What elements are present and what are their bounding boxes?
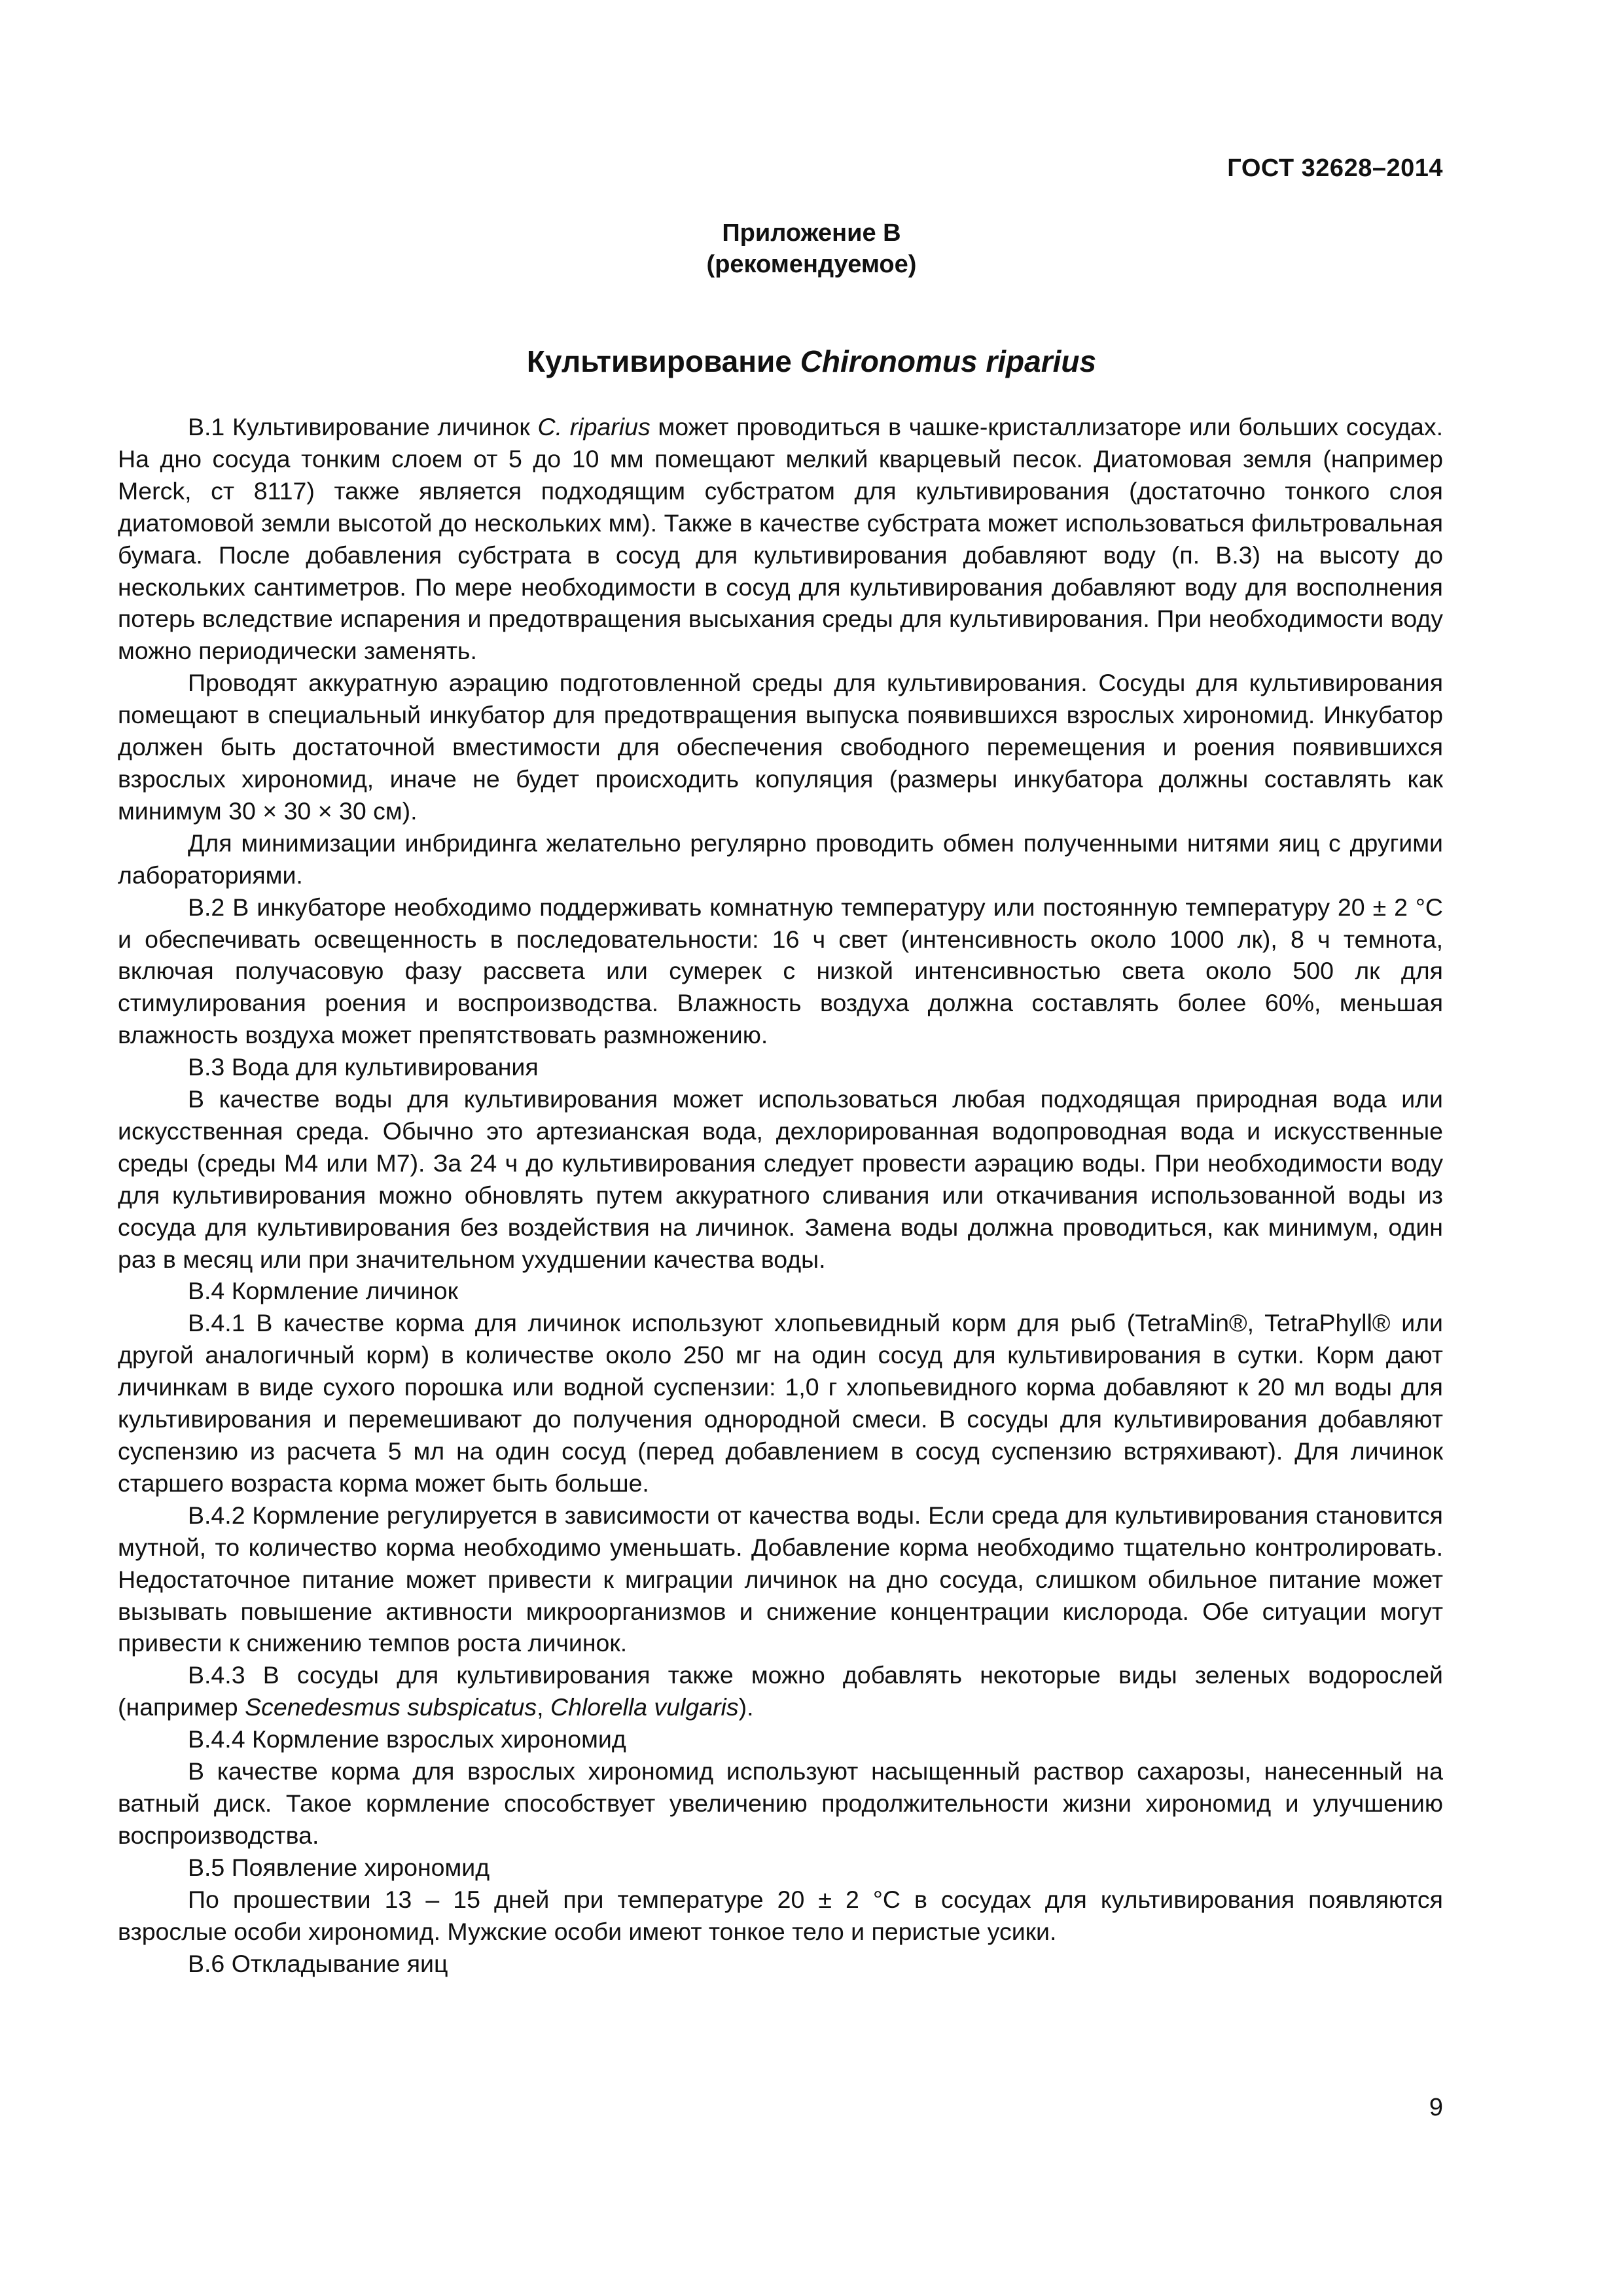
paragraph-b1 xyxy=(118,411,1443,667)
document-body xyxy=(118,411,1443,1979)
paragraph-b4-3 xyxy=(118,1659,1443,1723)
appendix-heading xyxy=(0,217,1623,280)
paragraph-b3: В качестве воды для культивирования может использоваться любая подходящая природная вода или искусственная среда. Обычно это артезианская вода, дехлорированная водопроводная вода и искусственные среды (среды М4 или М7). За 24 ч до культивирования следует провести аэрацию воды. При необходимости воду для культивирования можно обновлять путем аккуратного сливания или откачивания использованной воды из сосуда для культивирования без воздействия на личинок. Замена воды должна проводиться, как минимум, один раз в месяц или при значительном ухудшении качества воды. xyxy=(118,1085,1443,1273)
standard-number: ГОСТ 32628–2014 xyxy=(1227,154,1443,182)
page-title xyxy=(0,344,1623,379)
paragraph-aeration: Проводят аккуратную аэрацию подготовленной среды для культивирования. Сосуды для культивирования помещают в специальный инкубатор для предотвращения выпуска появившихся взрослых хирономид. Инкубатор должен быть достаточной вместимости для обеспечения свободного перемещения и роения появившихся взрослых хирономид, иначе не будет происходить копуляция (размеры инкубатора должны составлять как минимум 30 × 30 × 30 см). xyxy=(118,669,1443,825)
paragraph-b5: По прошествии 13 – 15 дней при температуре 20 ± 2 °С в сосудах для культивирования появляются взрослые особи хирономид. Мужские особи имеют тонкое тело и перистые усики. xyxy=(118,1885,1443,1945)
species-name: Chlorella vulgaris xyxy=(550,1693,739,1721)
page-number: 9 xyxy=(1429,2094,1443,2121)
paragraph-text: ). xyxy=(738,1693,754,1721)
paragraph-b2: В.2 В инкубаторе необходимо поддерживать комнатную температуру или постоянную температуру 20 ± 2 °С и обеспечивать освещенность в последовательности: 16 ч свет (интенсивность около 1000 лк), 8 ч темнота, включая получасовую фазу рассвета или сумерек с низкой интенсивностью света около 500 лк для стимулирования роения и воспроизводства. Влажность воздуха должна составлять более 60%, меньшая влажность воздуха может препятствовать размножению. xyxy=(118,893,1443,1049)
title-species: Chironomus riparius xyxy=(800,344,1097,378)
paragraph-b4-2: В.4.2 Кормление регулируется в зависимости от качества воды. Если среда для культивирования становится мутной, то количество корма необходимо уменьшать. Добавление корма необходимо тщательно контролировать. Недостаточное питание может привести к миграции личинок на дно сосуда, слишком обильное питание может вызывать повышение активности микроорганизмов и снижение концентрации кислорода. Обе ситуации могут привести к снижению темпов роста личинок. xyxy=(118,1501,1443,1657)
title-prefix: Культивирование xyxy=(526,344,800,378)
appendix-label: Приложение В xyxy=(722,219,901,247)
paragraph-text: В.4.3 В сосуды для культивирования также можно добавлять некоторые виды зеленых водорослей (например xyxy=(118,1661,1443,1721)
paragraph-inbreeding: Для минимизации инбридинга желательно регулярно проводить обмен полученными нитями яиц с другими лабораториями. xyxy=(118,829,1443,889)
heading-b6: В.6 Откладывание яиц xyxy=(188,1949,448,1977)
paragraph-b4-4: В качестве корма для взрослых хирономид используют насыщенный раствор сахарозы, нанесенный на ватный диск. Такое кормление способствует увеличению продолжительности жизни хирономид и улучшению воспроизводства. xyxy=(118,1757,1443,1849)
paragraph-text: В.1 Культивирование личинок xyxy=(188,413,538,440)
paragraph-text: , xyxy=(537,1693,551,1721)
heading-b3: В.3 Вода для культивирования xyxy=(188,1053,539,1081)
heading-b4: В.4 Кормление личинок xyxy=(188,1277,458,1305)
species-name: Scenedesmus subspicatus xyxy=(245,1693,537,1721)
appendix-status: (рекомендуемое) xyxy=(706,251,917,278)
paragraph-b4-1: В.4.1 В качестве корма для личинок используют хлопьевидный корм для рыб (TetraMin®, TetraPhyll® или другой аналогичный корм) в количестве около 250 мг на один сосуд для культивирования в сутки. Корм дают личинкам в виде сухого порошка или водной суспензии: 1,0 г хлопьевидного корма добавляют к 20 мл воды для культивирования и перемешивают до получения однородной смеси. В сосуды для культивирования добавляют суспензию из расчета 5 мл на один сосуд (перед добавлением в сосуд суспензию встряхивают). Для личинок старшего возраста корма может быть больше. xyxy=(118,1309,1443,1497)
species-name: C. riparius xyxy=(537,413,651,440)
heading-b5: В.5 Появление хирономид xyxy=(188,1853,490,1881)
heading-b4-4: В.4.4 Кормление взрослых хирономид xyxy=(188,1725,626,1753)
paragraph-text: может проводиться в чашке-кристаллизаторе или больших сосудах. На дно сосуда тонким слоем от 5 до 10 мм помещают мелкий кварцевый песок. Диатомовая земля (например Merck, ст 8117) также является подходящим субстратом для культивирования (достаточно тонкого слоя диатомовой земли высотой до нескольких мм). Также в качестве субстрата может использоваться фильтровальная бумага. После добавления субстрата в сосуд для культивирования добавляют воду (п. В.3) на высоту до нескольких сантиметров. По мере необходимости в сосуд для культивирования добавляют воду для восполнения потерь вследствие испарения и предотвращения высыхания среды для культивирования. При необходимости воду можно периодически заменять. xyxy=(118,413,1444,665)
